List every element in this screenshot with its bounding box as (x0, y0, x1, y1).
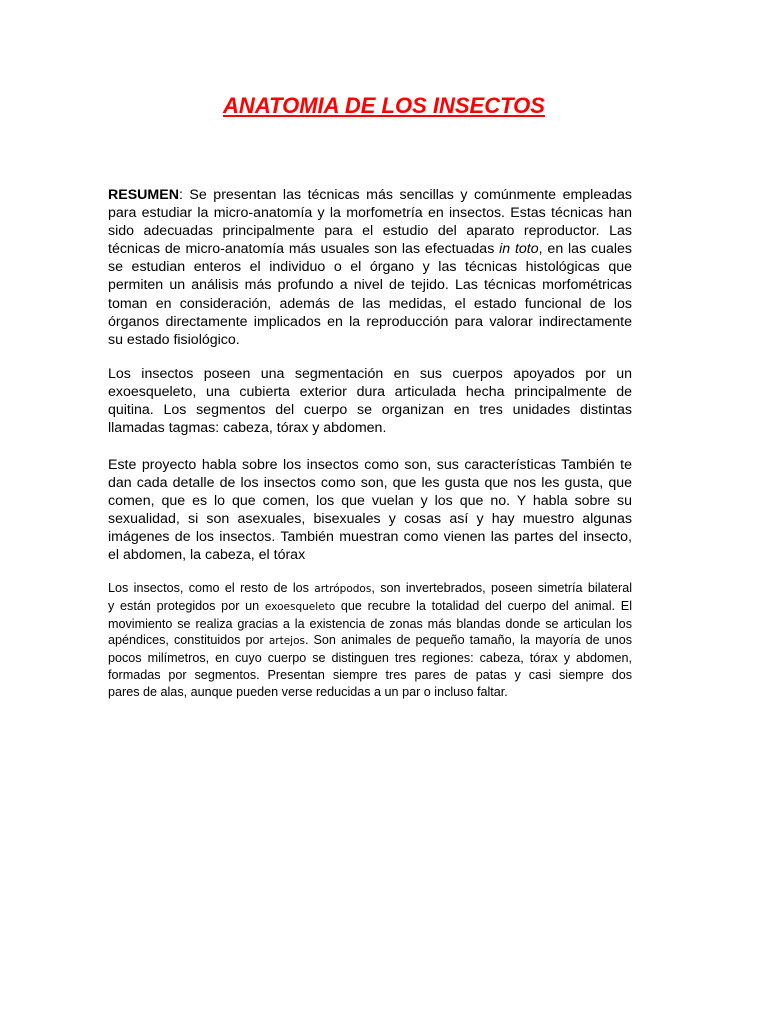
text-line (108, 580, 632, 598)
paragraph-segmentation (108, 365, 632, 437)
text-run: técnicas de micro-anatomía más usuales son las efectuadas (108, 241, 500, 258)
text-run: dan cada detalle de los insectos como son, que les gusta que nos les gusta, que (108, 475, 632, 492)
text-line (108, 313, 632, 331)
text-run: , en las cuales (538, 241, 632, 258)
text-line (108, 204, 632, 222)
text-run: . Son animales de pequeño tamaño, la mayoría de unos (304, 633, 633, 648)
text-run: para estudiar la micro-anatomía y la morfometría en insectos. Estas técnicas han (108, 205, 632, 222)
text-line (108, 616, 632, 633)
text-run: y están protegidos por un (108, 598, 265, 613)
text-run: toman en consideración, además de las medidas, el estado funcional de los (108, 295, 632, 312)
text-run: movimiento se realiza gracias a la existencia de zonas más blandas donde se articulan los (108, 616, 632, 631)
text-run: sexualidad, si son asexuales, bisexuales y cosas así y hay muestro algunas (108, 511, 632, 528)
text-line (108, 632, 632, 650)
text-run: pocos milímetros, en cuyo cuerpo se distinguen tres regiones: cabeza, tórax y abdomen, (108, 651, 632, 666)
text-run: exoesqueleto (264, 600, 336, 613)
text-line (108, 650, 632, 667)
text-line (108, 510, 632, 528)
text-run: el abdomen, la cabeza, el tórax (108, 547, 306, 564)
paragraph-project (108, 456, 632, 565)
text-run: comen, que es lo que comen, los que vuelan y los que no. Y habla sobre su (108, 493, 632, 510)
text-line (108, 186, 632, 204)
text-run: Los insectos poseen una segmentación en sus cuerpos apoyados por un (108, 366, 632, 382)
paragraph-resumen (108, 186, 632, 349)
text-line (108, 295, 632, 313)
text-line (108, 528, 632, 546)
text-run: : Se presentan las técnicas más sencillas y comúnmente empleadas (178, 187, 632, 203)
text-line (108, 546, 632, 564)
document-title: ANATOMIA DE LOS INSECTOS (223, 93, 545, 118)
text-line (108, 365, 632, 383)
text-line (108, 456, 632, 474)
text-run: apéndices, constituidos por (108, 633, 269, 648)
text-run: llamadas tagmas: cabeza, tórax y abdomen. (108, 420, 387, 437)
text-line (108, 492, 632, 510)
text-line (108, 331, 632, 349)
text-line (108, 419, 632, 437)
text-line (108, 684, 632, 701)
paragraph-anatomy (108, 580, 632, 701)
text-line (108, 222, 632, 240)
text-run: quitina. Los segmentos del cuerpo se organizan en tres unidades distintas (108, 402, 632, 419)
text-line (108, 276, 632, 294)
text-run: se estudian enteros el individuo o el órgano y las técnicas histológicas que (108, 259, 632, 276)
text-run: órganos directamente implicados en la reproducción para valorar indirectamente (108, 313, 632, 330)
text-run: RESUMEN (108, 187, 179, 203)
text-line (108, 383, 632, 401)
text-run: que recubre la totalidad del cuerpo del animal. El (335, 598, 632, 613)
text-line (108, 401, 632, 419)
text-run: artejos (268, 635, 305, 648)
text-line (108, 474, 632, 492)
text-run: Los insectos, como el resto de los (108, 581, 315, 595)
text-run: Este proyecto habla sobre los insectos como son, sus características También te (108, 457, 632, 473)
text-line (108, 240, 632, 258)
text-line (108, 667, 632, 684)
text-line (108, 598, 632, 616)
text-run: su estado fisiológico. (108, 331, 240, 348)
text-run: in toto (499, 241, 539, 258)
text-run: , son invertebrados, poseen simetría bilateral (371, 581, 632, 595)
text-run: sido adecuadas principalmente para el estudio del aparato reproductor. Las (108, 223, 632, 240)
text-run: imágenes de los insectos. También muestran como vienen las partes del insecto, (108, 529, 632, 546)
text-run: pares de alas, aunque pueden verse reducidas a un par o incluso faltar. (108, 684, 508, 699)
text-run: formadas por segmentos. Presentan siempre tres pares de patas y casi siempre dos (108, 667, 632, 682)
text-run: permiten un análisis más profundo a nivel de tejido. Las técnicas morfométricas (108, 277, 632, 294)
text-run: artrópodos (314, 583, 372, 595)
text-run: exoesqueleto, una cubierta exterior dura articulada hecha principalmente de (108, 384, 632, 401)
text-line (108, 258, 632, 276)
